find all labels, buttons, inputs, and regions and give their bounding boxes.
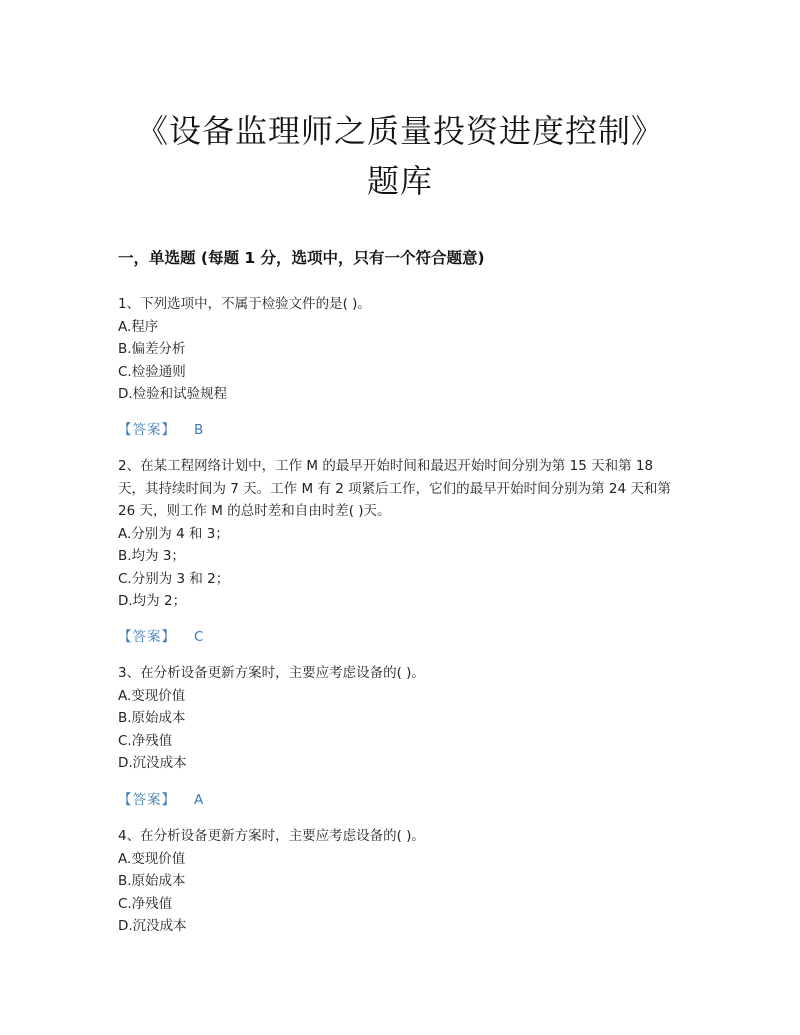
answer-value: C bbox=[194, 629, 204, 645]
question-stem: 3、在分析设备更新方案时，主要应考虑设备的( )。 bbox=[118, 665, 425, 681]
option-b: B.偏差分析 bbox=[118, 341, 186, 357]
answer-label: 【答案】 bbox=[118, 792, 176, 808]
answer-1 bbox=[118, 419, 203, 441]
option-a: A.变现价值 bbox=[118, 687, 186, 704]
answer-value: B bbox=[194, 422, 204, 438]
question-2 bbox=[118, 455, 684, 613]
option-b: B.原始成本 bbox=[118, 873, 186, 889]
question-1 bbox=[118, 293, 684, 406]
option-c: C.净残值 bbox=[118, 895, 173, 912]
option-c: C.净残值 bbox=[118, 732, 173, 749]
option-b: B.原始成本 bbox=[118, 710, 186, 726]
answer-label: 【答案】 bbox=[118, 629, 176, 645]
answer-label: 【答案】 bbox=[118, 422, 176, 438]
option-d: D.均为 2； bbox=[118, 593, 187, 609]
question-4 bbox=[118, 825, 684, 938]
section-heading: 一，单选题 (每题 1 分，选项中，只有一个符合题意) bbox=[118, 249, 485, 267]
option-b: B.均为 3； bbox=[118, 548, 185, 564]
question-stem: 1、下列选项中，不属于检验文件的是( )。 bbox=[118, 296, 371, 312]
document-title bbox=[0, 106, 800, 206]
question-stem: 2、在某工程网络计划中，工作 M 的最早开始时间和最迟开始时间分别为第 15 天和第 18 天，其持续时间为 7 天。工作 M 有 2 项紧后工作，它们的最早开始时间分别为第 24 天和第 26 天，则工作 M 的总时差和自由时差( )天。 bbox=[118, 458, 671, 519]
option-c: C.分别为 3 和 2； bbox=[118, 570, 230, 587]
answer-3 bbox=[118, 789, 203, 811]
question-3 bbox=[118, 662, 684, 775]
answer-2 bbox=[118, 626, 203, 648]
option-a: A.程序 bbox=[118, 318, 159, 335]
option-d: D.沉没成本 bbox=[118, 755, 187, 771]
answer-value: A bbox=[194, 792, 204, 808]
title-line-1: 《设备监理师之质量投资进度控制》 bbox=[135, 112, 664, 150]
option-d: D.检验和试验规程 bbox=[118, 386, 228, 402]
title-line-2: 题库 bbox=[366, 162, 433, 200]
option-c: C.检验通则 bbox=[118, 363, 186, 380]
option-a: A.变现价值 bbox=[118, 850, 186, 867]
option-a: A.分别为 4 和 3； bbox=[118, 525, 229, 542]
question-stem: 4、在分析设备更新方案时，主要应考虑设备的( )。 bbox=[118, 828, 425, 844]
option-d: D.沉没成本 bbox=[118, 918, 187, 934]
